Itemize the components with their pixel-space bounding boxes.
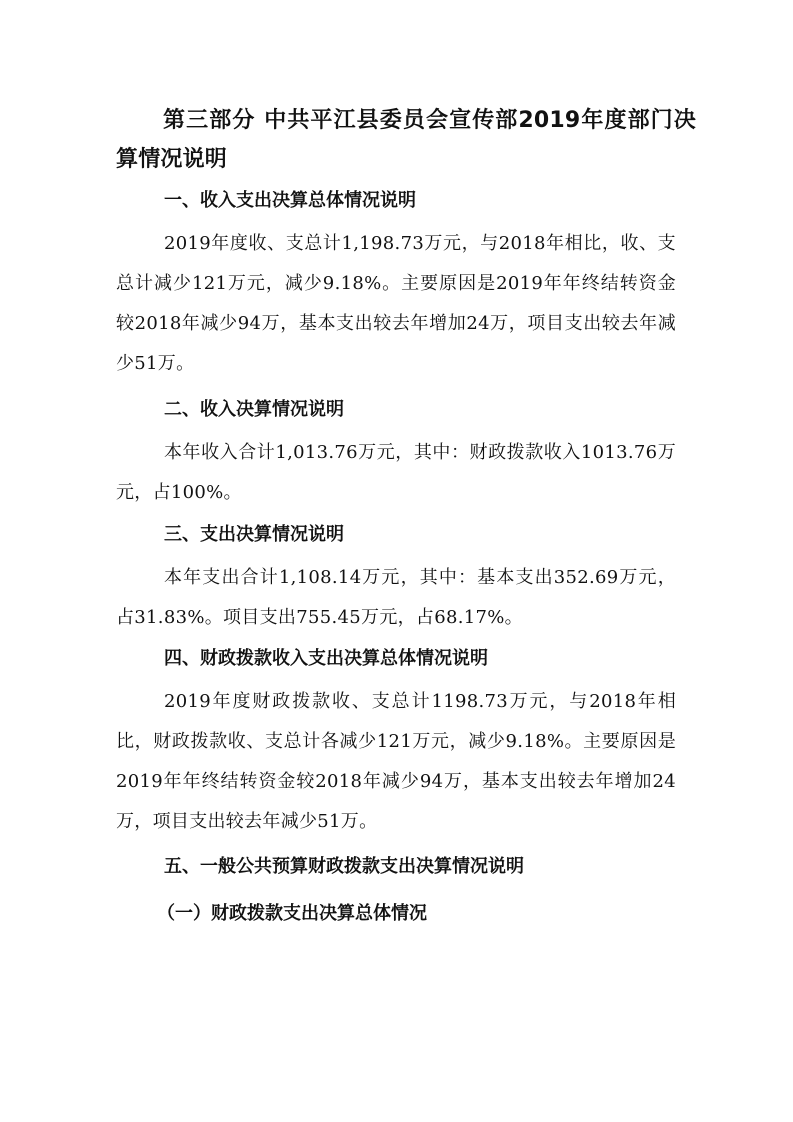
section-3-body: 本年支出合计1,108.14万元，其中：基本支出352.69万元，占31.83%。项目支出755.45万元，占68.17%。	[116, 567, 676, 628]
section-4-heading: 四、财政拨款收入支出决算总体情况说明	[164, 648, 488, 669]
section-5-heading: 五、一般公共预算财政拨款支出决算情况说明	[164, 856, 524, 877]
section-1-body: 2019年度收、支总计1,198.73万元，与2018年相比，收、支总计减少121万元，减少9.18%。主要原因是2019年年终结转资金较2018年减少94万，基本支出较去年增加24万，项目支出较去年减少51万。	[116, 233, 676, 374]
section-4-body: 2019年度财政拨款收、支总计1198.73万元，与2018年相比，财政拨款收、支总计各减少121万元，减少9.18%。主要原因是2019年年终结转资金较2018年减少94万，基本支出较去年增加24万，项目支出较去年减少51万。	[116, 691, 676, 832]
page-title: 第三部分 中共平江县委员会宣传部2019年度部门决算情况说明	[116, 108, 696, 172]
section-1-heading: 一、收入支出决算总体情况说明	[164, 190, 416, 211]
section-3-heading: 三、支出决算情况说明	[164, 524, 344, 545]
subsection-heading: （一）财政拨款支出决算总体情况	[157, 903, 427, 924]
section-2-heading: 二、收入决算情况说明	[164, 399, 344, 420]
section-2-body: 本年收入合计1,013.76万元，其中：财政拨款收入1013.76万元，占100%。	[116, 442, 676, 503]
